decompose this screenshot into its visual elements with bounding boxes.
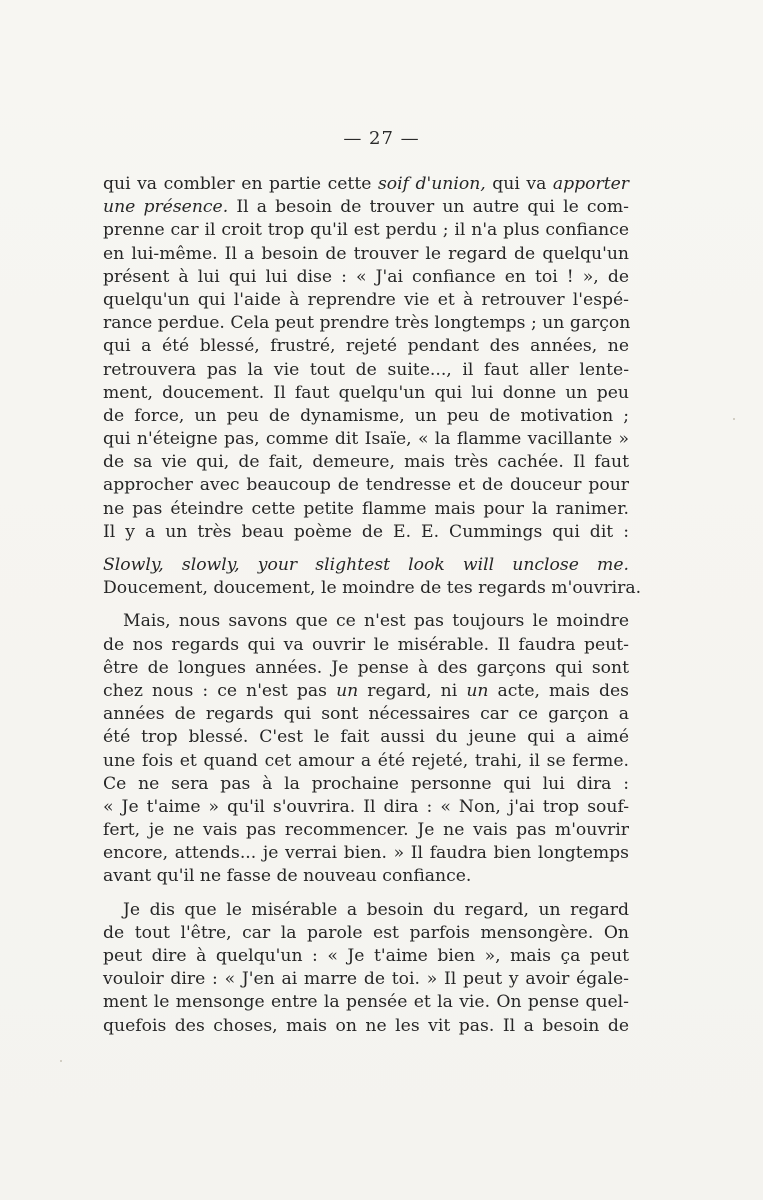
page-number: — 27 — xyxy=(343,128,420,149)
text-run: de sa vie qui, de fait, demeure, mais très cachée. Il faut xyxy=(103,452,629,473)
text-line xyxy=(103,359,629,382)
text-line xyxy=(103,703,629,726)
paragraph-gap xyxy=(103,600,629,610)
text-run: encore, attends... je verrai bien. » Il faudra bien longtemps xyxy=(103,843,629,864)
text-line xyxy=(103,474,629,497)
text-run: retrouvera pas la vie tout de suite..., il faut aller lente- xyxy=(103,359,629,380)
text-run: de nos regards qui va ouvrir le misérable. Il faudra peut- xyxy=(103,634,629,655)
text-run: Mais, nous savons que ce n'est pas toujours le moindre xyxy=(123,611,629,632)
text-run: ment, doucement. Il faut quelqu'un qui lui donne un peu xyxy=(103,382,629,403)
text-line xyxy=(103,243,629,266)
text-line xyxy=(103,405,629,428)
text-run: une fois et quand cet amour a été rejeté, trahi, il se ferme. xyxy=(103,750,629,771)
text-run: Je dis que le misérable a besoin du regard, un regard xyxy=(123,899,629,920)
italic-text-run: un xyxy=(466,680,489,701)
text-line xyxy=(103,521,629,544)
text-line xyxy=(103,196,629,219)
text-line xyxy=(103,796,629,819)
text-run: présent à lui qui lui dise : « J'ai confiance en toi ! », de xyxy=(103,266,629,287)
text-line xyxy=(103,750,629,773)
text-line xyxy=(103,945,629,968)
text-line xyxy=(103,680,629,703)
text-run: quelqu'un qui l'aide à reprendre vie et à retrouver l'espé- xyxy=(103,289,629,310)
text-line xyxy=(103,657,629,680)
text-run: regard, ni xyxy=(358,680,467,701)
text-line xyxy=(103,610,629,633)
text-line xyxy=(103,991,629,1014)
text-run: acte, mais des xyxy=(488,680,629,701)
text-run: avant qu'il ne fasse de nouveau confiance. xyxy=(103,866,472,887)
italic-text-run: soif d'union, xyxy=(377,174,486,194)
text-run: ne pas éteindre cette petite flamme mais pour la ranimer. xyxy=(103,498,629,519)
text-run: Il y a un très beau poème de E. E. Cummings qui dit : xyxy=(103,521,629,542)
text-line xyxy=(103,819,629,842)
text-line xyxy=(103,899,629,922)
text-run: qui n'éteigne pas, comme dit Isaïe, « la flamme vacillante » xyxy=(103,429,629,450)
text-line xyxy=(103,726,629,749)
text-line xyxy=(103,865,629,888)
text-line xyxy=(103,634,629,657)
text-run: Ce ne sera pas à la prochaine personne qui lui dira : xyxy=(103,773,629,794)
text-line xyxy=(103,1015,629,1038)
italic-text-run: Slowly, slowly, your slightest look will unclose me. xyxy=(103,555,629,575)
text-run: rance perdue. Cela peut prendre très longtemps ; un garçon xyxy=(103,313,631,334)
text-run: prenne car il croit trop qu'il est perdu ; il n'a plus confiance xyxy=(103,220,629,241)
text-line xyxy=(103,312,629,335)
text-line xyxy=(103,428,629,451)
text-run: chez nous : ce n'est pas xyxy=(103,680,337,701)
text-run: ment le mensonge entre la pensée et la vie. On pense quel- xyxy=(103,992,629,1013)
text-run: qui va xyxy=(485,174,553,194)
italic-text-run: une présence. xyxy=(103,197,229,218)
text-run: Il a besoin de trouver un autre qui le com- xyxy=(228,197,629,218)
paper-speck xyxy=(733,418,735,420)
text-run: qui va combler en partie cette xyxy=(103,174,378,194)
text-line xyxy=(103,842,629,865)
italic-text-run: un xyxy=(336,680,359,701)
paragraph xyxy=(103,899,629,1038)
text-run: de tout l'être, car la parole est parfois mensongère. On xyxy=(103,922,629,943)
text-line xyxy=(103,451,629,474)
paragraph-gap xyxy=(103,544,629,554)
paragraph-gap xyxy=(103,889,629,899)
text-line xyxy=(103,173,629,196)
paragraph xyxy=(103,610,629,888)
body-text xyxy=(103,173,642,1038)
text-run: approcher avec beaucoup de tendresse et de douceur pour xyxy=(103,475,629,496)
text-run: années de regards qui sont nécessaires car ce garçon a xyxy=(103,704,629,725)
text-line xyxy=(103,554,629,577)
paragraph xyxy=(103,173,629,544)
paragraph xyxy=(103,554,642,600)
text-run: vouloir dire : « J'en ai marre de toi. » Il peut y avoir égale- xyxy=(103,969,629,990)
text-run: être de longues années. Je pense à des garçons qui sont xyxy=(103,657,629,678)
text-line xyxy=(103,219,629,242)
italic-text-run: apporter xyxy=(552,174,630,194)
text-line xyxy=(103,266,629,289)
text-run: été trop blessé. C'est le fait aussi du jeune qui a aimé xyxy=(103,727,629,748)
text-run: en lui-même. Il a besoin de trouver le regard de quelqu'un xyxy=(103,243,629,264)
text-run: « Je t'aime » qu'il s'ouvrira. Il dira : « Non, j'ai trop souf- xyxy=(103,796,629,817)
text-run: Doucement, doucement, le moindre de tes regards m'ouvrira. xyxy=(103,578,642,599)
text-run: quefois des choses, mais on ne les vit pas. Il a besoin de xyxy=(103,1015,629,1036)
text-line xyxy=(103,922,629,945)
text-run: peut dire à quelqu'un : « Je t'aime bien », mais ça peut xyxy=(103,946,629,966)
text-line xyxy=(103,382,629,405)
text-line xyxy=(103,289,629,312)
text-line xyxy=(103,335,629,358)
text-run: fert, je ne vais pas recommencer. Je ne vais pas m'ouvrir xyxy=(103,820,629,841)
paper-speck xyxy=(60,1060,62,1062)
text-run: de force, un peu de dynamisme, un peu de motivation ; xyxy=(103,405,629,426)
text-run: qui a été blessé, frustré, rejeté pendant des années, ne xyxy=(103,336,629,357)
text-line xyxy=(103,577,642,600)
text-line xyxy=(103,498,629,521)
text-line xyxy=(103,773,629,796)
text-line xyxy=(103,968,629,991)
